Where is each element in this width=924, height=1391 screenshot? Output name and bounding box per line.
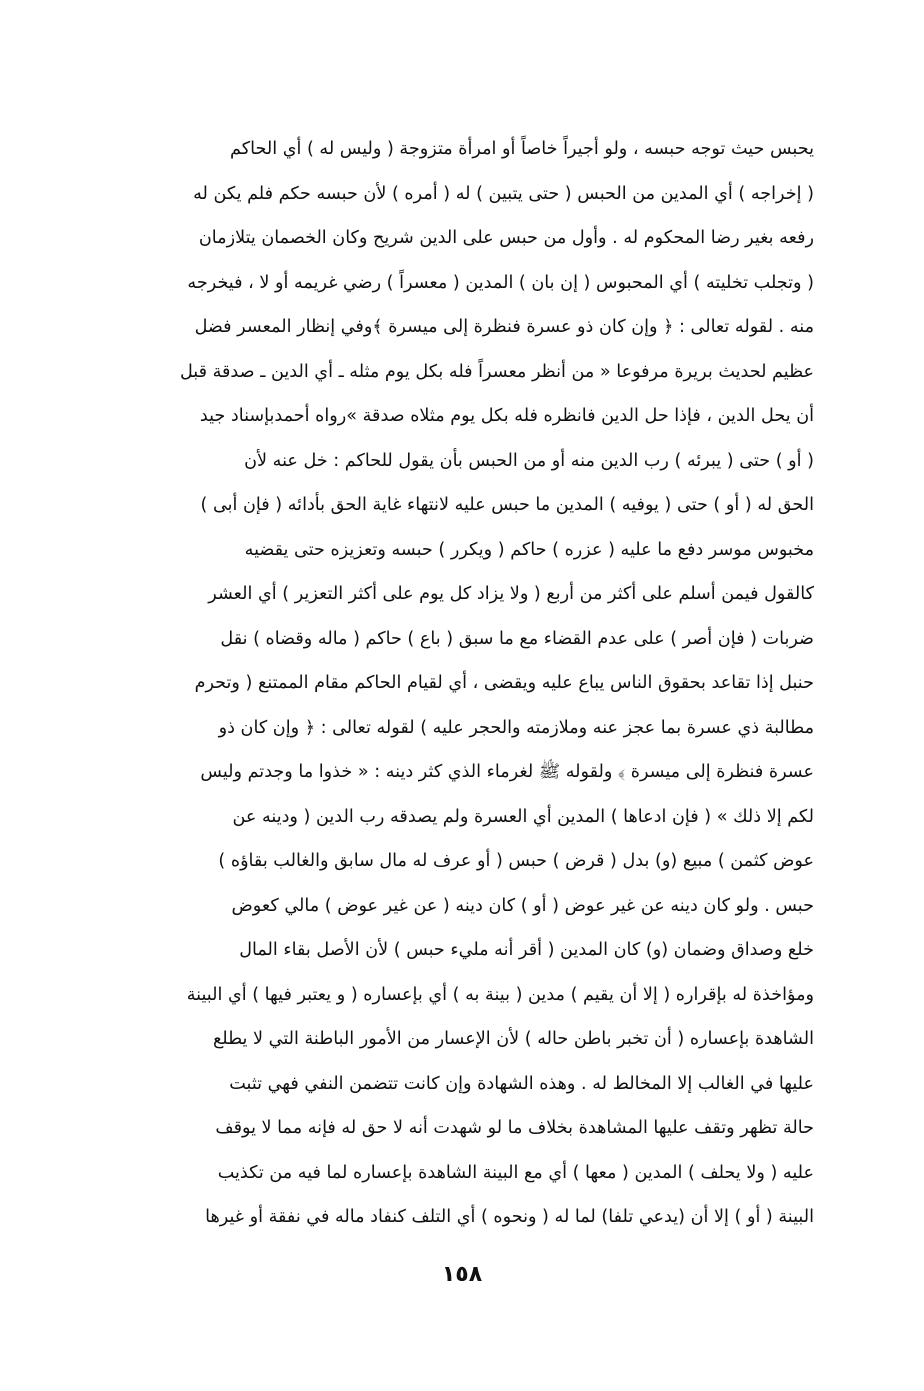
text-line-5: منه . لقوله تعالى : ﴿ وإن كان ذو عسرة فنظرة إلى ميسرة ﴾وفي إنظار المعسر فضل [194,317,814,337]
text-line-8: ( أو ) حتى ( يبرئه ) رب الدين منه أو من الحبس بأن يقول للحاكم : خل عنه لأن [244,450,814,471]
text-line-17: عوض كثمن ) مبيع (و) بدل ( قرض ) حبس ( أو عرف له مال سابق والغالب بقاؤه ) [218,851,814,871]
text-line-25: البينة ( أو ) إلا أن (يدعي تلفا) لما له ( ونحوه ) أي التلف كنفاد ماله في نفقة أو غيرها [205,1207,814,1227]
text-line-7: أن يحل الدين ، فإذا حل الدين فانظره فله بكل يوم مثلاه صدقة »رواه أحمدبإسناد جيد [199,406,814,426]
text-line-11: كالقول فيمن أسلم على أكثر من أربع ( ولا يزاد كل يوم على أكثر التعزير ) أي العشر [208,584,814,604]
text-line-10: مخبوس موسر دفع ما عليه ( عزره ) حاكم ( ويكرر ) حبسه وتعزيزه حتى يقضيه [244,539,814,560]
text-line-12: ضربات ( فإن أصر ) على عدم القضاء مع ما سبق ( باع ) حاكم ( ماله وقضاه ) نقل [220,628,814,649]
text-line-16: لكم إلا ذلك » ( فإن ادعاها ) المدين أي العسرة ولم يصدقه رب الدين ( ودينه عن [232,806,814,827]
text-line-24: عليه ( ولا يحلف ) المدين ( معها ) أي مع البينة الشاهدة بإعساره لما فيه من تكذيب [217,1162,814,1183]
text-line-13: حنبل إذا تقاعد بحقوق الناس يباع عليه ويقضى ، أي لقيام الحاكم مقام الممتنع ( وتحرم [194,673,814,693]
text-line-23: حالة تظهر وتقف عليها المشاهدة بخلاف ما لو شهدت أنه لا حق له فإنه مما لا يوقف [215,1118,814,1138]
text-line-22: عليها في الغالب إلا المخالط له . وهذه الشهادة وإن كانت تتضمن النفي فهي تثبت [229,1073,814,1094]
text-line-21: الشاهدة بإعساره ( أن تخبر باطن حاله ) لأن الإعسار من الأمور الباطنة التي لا يطلع [212,1029,814,1049]
text-line-6: عظيم لحديث بريرة مرفوعا « من أنظر معسراً فله بكل يوم مثله ـ أي الدين ـ صدقة قبل [179,361,814,382]
text-line-14: مطالبة ذي عسرة بما عجز عنه وملازمته والحجر عليه ) لقوله تعالى : ﴿ وإن كان ذو [218,717,814,738]
text-line-3: رفعه بغير رضا المحكوم له . وأول من حبس على الدين شريح وكان الخصمان يتلازمان [198,228,814,248]
text-line-18: حبس . ولو كان دينه عن غير عوض ( أو ) كان دينه ( عن غير عوض ) مالي كعوض [231,895,814,916]
text-line-9: الحق له ( أو ) حتى ( يوفيه ) المدين ما حبس عليه لانتهاء غاية الحق بأدائه ( فإن أبى ) [200,495,814,515]
text-line-4: ( وتجلب تخليته ) أي المحبوس ( إن بان ) المدين ( معسراً ) رضي غريمه أو لا ، فيخرجه [187,272,814,293]
text-line-1: يحبس حيث توجه حبسه ، ولو أجيراً خاصاً أو امرأة متزوجة ( وليس له ) أي الحاكم [230,139,814,159]
text-line-2: ( إخراجه ) أي المدين من الحبس ( حتى يتبين ) له ( أمره ) لأن حبسه حكم فلم يكن له [193,183,814,204]
text-line-19: خلع وصداق وضمان (و) كان المدين ( أقر أنه مليء حبس ) لأن الأصل بقاء المال [239,940,814,960]
text-line-15: عسرة فنظرة إلى ميسرة ﴾ ولقوله ﷺ لغرماء الذي كثر دينه : « خذوا ما وجدتم وليس [200,762,814,782]
body-text [112,127,814,1240]
page-number: ١٥٨ [441,1262,483,1287]
text-line-20: ومؤاخذة له بإقراره ( إلا أن يقيم ) مدين ( بينة به ) أي بإعساره ( و يعتبر فيها ) أي البينة [186,984,814,1005]
